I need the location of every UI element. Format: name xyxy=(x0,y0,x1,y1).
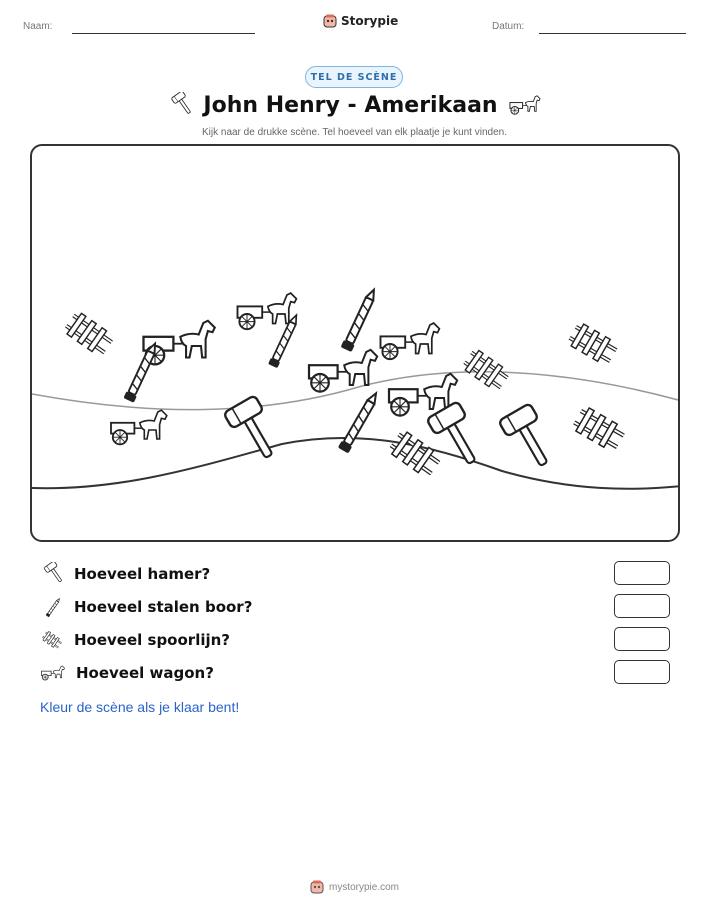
coloring-note: Kleur de scène als je klaar bent! xyxy=(40,699,240,715)
answer-box-wagon[interactable] xyxy=(614,660,670,684)
railroad-track-icon xyxy=(40,628,64,652)
date-line[interactable] xyxy=(539,33,686,34)
answer-box-hammer[interactable] xyxy=(614,561,670,585)
drill-1 xyxy=(123,341,160,403)
footer-url: mystorypie.com xyxy=(328,881,399,893)
track-2 xyxy=(566,321,619,366)
question-label: Hoeveel hamer? xyxy=(74,565,211,583)
name-line[interactable] xyxy=(72,33,255,34)
hammer-3 xyxy=(498,403,559,473)
track-5 xyxy=(387,429,443,479)
name-label: Naam: xyxy=(23,21,53,32)
question-label: Hoeveel stalen boor? xyxy=(74,598,253,616)
page-title xyxy=(0,92,709,124)
count-scene-badge: TEL DE SCÈNE xyxy=(305,66,403,88)
wagon-4 xyxy=(309,350,377,392)
counting-scene xyxy=(30,144,680,542)
horse-wagon-icon xyxy=(508,93,542,117)
storypie-logo xyxy=(323,14,398,28)
date-label: Datum: xyxy=(492,21,525,32)
track-1 xyxy=(63,310,116,357)
question-wagon xyxy=(40,660,670,686)
wagon-2 xyxy=(238,293,297,329)
question-hammer xyxy=(40,561,670,587)
question-label: Hoeveel spoorlijn? xyxy=(74,631,230,649)
drill-4 xyxy=(338,390,381,453)
answer-box-steel-drill[interactable] xyxy=(614,594,670,618)
track-3 xyxy=(461,348,511,393)
title-text: John Henry - Amerikaan xyxy=(203,92,498,118)
scene-drawing xyxy=(32,146,680,542)
question-steel-drill xyxy=(40,594,670,620)
answer-box-railroad-track[interactable] xyxy=(614,627,670,651)
question-railroad-track xyxy=(40,627,670,653)
hammer-icon xyxy=(167,92,193,118)
horse-wagon-icon xyxy=(40,662,66,684)
steel-drill-icon xyxy=(40,595,64,619)
track-4 xyxy=(571,405,627,453)
storypie-mascot-icon xyxy=(323,14,337,28)
wagon-1 xyxy=(144,321,215,365)
instructions: Kijk naar de drukke scène. Tel hoeveel van elk plaatje je kunt vinden. xyxy=(201,127,507,138)
wagon-6 xyxy=(111,410,167,444)
storypie-mascot-icon xyxy=(310,880,324,894)
footer-brand xyxy=(0,880,709,894)
hammer-1 xyxy=(223,395,284,465)
question-label: Hoeveel wagon? xyxy=(76,664,214,682)
brand-name: Storypie xyxy=(341,14,399,28)
drill-3 xyxy=(341,287,380,352)
wagon-3 xyxy=(381,323,440,359)
hammer-icon xyxy=(40,562,64,586)
